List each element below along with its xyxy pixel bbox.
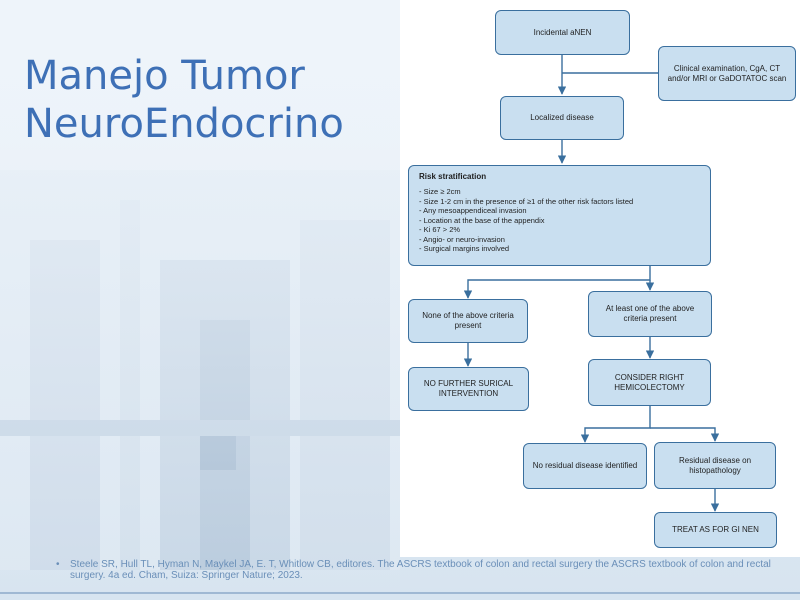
risk-factor-item: - Any mesoappendiceal invasion (419, 206, 700, 216)
node-incidental-anen-text: Incidental aNEN (533, 27, 592, 37)
node-at-least-one (588, 291, 712, 337)
node-clinical-examination-text: Clinical examination, CgA, CT and/or MRI or GaDOTATOC scan (667, 63, 787, 83)
node-none-of-the-above-text: None of the above criteria present (422, 311, 514, 330)
slide-title (24, 52, 344, 148)
node-none-of-the-above (408, 299, 528, 343)
node-no-residual-disease-text: No residual disease identified (532, 461, 638, 470)
line-consider-branch (585, 406, 650, 442)
node-incidental-anen (495, 10, 630, 55)
risk-factor-item: - Angio- or neuro-invasion (419, 235, 700, 245)
risk-factor-item: - Size 1-2 cm in the presence of ≥1 of the other risk factors listed (419, 197, 700, 207)
node-localized-disease-text: Localized disease (530, 113, 594, 122)
risk-factor-item: - Location at the base of the appendix (419, 216, 700, 226)
node-no-further-intervention-text: NO FURTHER SURICAL INTERVENTION (423, 379, 514, 398)
node-at-least-one-text: At least one of the above criteria present (605, 304, 695, 323)
node-treat-as-gi-nen-text: TREAT AS FOR GI NEN (672, 525, 759, 534)
node-no-residual-disease (523, 443, 647, 489)
node-residual-disease-text: Residual disease on histopathology (678, 455, 752, 475)
node-consider-right-hemicolectomy-text: CONSIDER RIGHT HEMICOLECTOMY (614, 372, 685, 392)
flowchart-panel (400, 0, 800, 557)
risk-factor-item: - Ki 67 > 2% (419, 225, 700, 235)
node-no-further-intervention (408, 367, 529, 411)
risk-stratification-heading: Risk stratification (419, 172, 487, 181)
slide-title-line-2: NeuroEndocrino (24, 101, 344, 147)
citation-reference (56, 559, 776, 581)
slide-title-line-1: Manejo Tumor (24, 53, 305, 99)
node-clinical-examination (658, 46, 796, 101)
node-localized-disease (500, 96, 624, 140)
node-risk-stratification (408, 165, 711, 266)
citation-bullet: • (56, 559, 60, 570)
bottom-divider (0, 592, 800, 594)
risk-factor-item: - Size ≥ 2cm (419, 187, 700, 197)
risk-factor-item: - Surgical margins involved (419, 244, 700, 254)
arrow-consider-to-residual (650, 428, 715, 441)
risk-factor-list (419, 187, 700, 254)
node-residual-disease (654, 442, 776, 489)
node-treat-as-gi-nen (654, 512, 777, 548)
node-consider-right-hemicolectomy (588, 359, 711, 406)
citation-text: Steele SR, Hull TL, Hyman N, Maykel JA, E. T, Whitlow CB, editores. The ASCRS textbook of colon and rectal surgery the ASCRS textbook of colon and rectal surgery. 4a ed. Cham, Suiza: Springer Nature; 2023. (70, 559, 771, 581)
